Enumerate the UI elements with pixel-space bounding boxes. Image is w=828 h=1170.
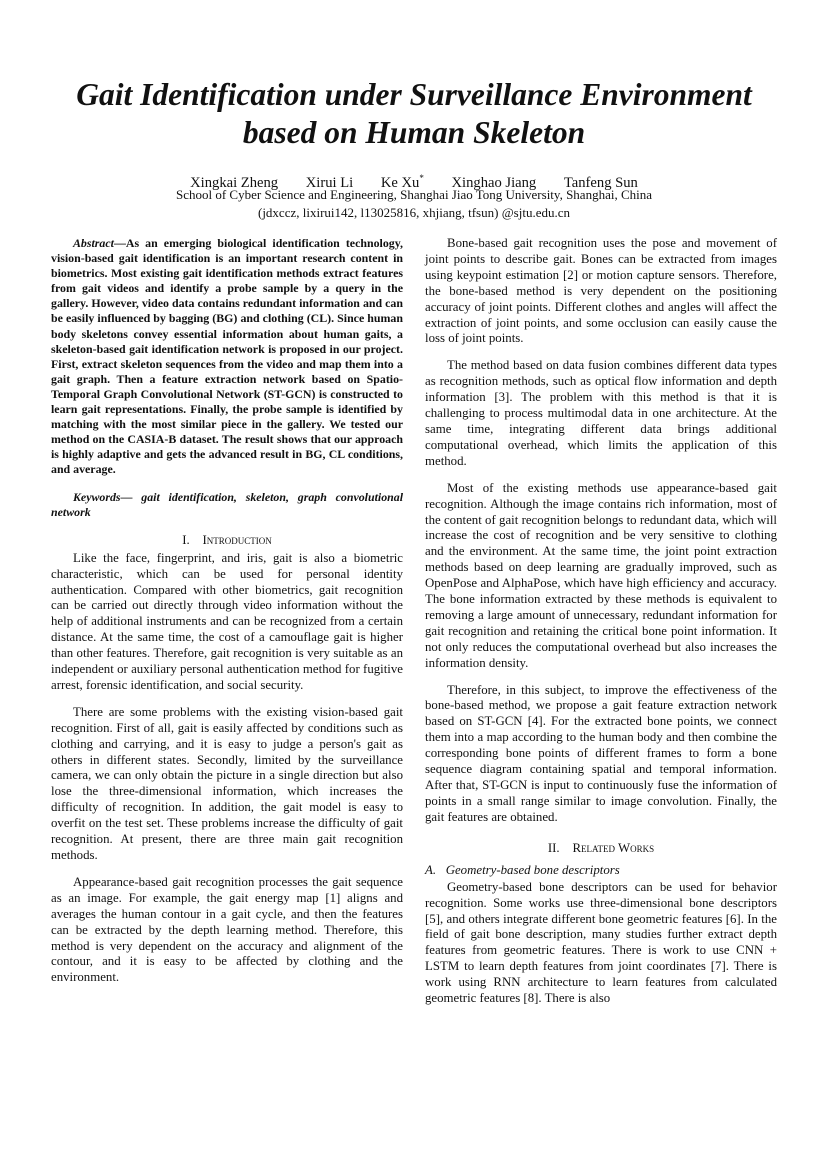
keywords-label: Keywords	[73, 489, 121, 504]
body-paragraph: Most of the existing methods use appearance-based gait recognition. Although the image contains rich information, most of the content of gait recognition belongs to redundant data, which will increase the cost of recognition and be very sensitive to clothing and the environment. At the same time, the joint point extraction methods based on deep learning are gradually improved, such as OpenPose and AlphaPose, which have high efficiency and accuracy. The bone information extracted by these methods is equivalent to removing a large amount of unnecessary, redundant information for gait recognition and retaining the critical bone point information. It not only reduces the computational overhead but also increases the information density.	[425, 480, 777, 670]
author-name: Tanfeng Sun	[563, 174, 638, 191]
section-heading-introduction	[51, 532, 403, 548]
affiliation: School of Cyber Science and Engineering, Shanghai Jiao Tong University, Shanghai, China	[175, 187, 653, 202]
body-paragraph: Geometry-based bone descriptors can be used for behavior recognition. Some works use three-dimensional bone descriptors [5], and others integrate different bone geometric features [6]. In the field of gait bone description, many studies further extract depth features from geometric features. There is work to use CNN + LSTM to learn depth features from joint coordinates [7]. There is work using RNN architecture to learn features from calculated geometric features [8]. There is also	[425, 879, 777, 1006]
right-column	[425, 236, 777, 1007]
section-title: Introduction	[202, 532, 272, 547]
author-name: Xirui Li	[305, 174, 354, 191]
title-line-2: based on Human Skeleton	[242, 115, 586, 150]
left-column	[51, 236, 403, 986]
keywords-text: — gait identification, skeleton, graph convolutional network	[51, 489, 403, 519]
abstract-text: —As an emerging biological identification technology, vision-based gait identification is an important research content in biometrics. Most existing gait identification methods extract features from gait videos and identify a probe sample by a query in the gallery. However, video data contains redundant information and can be easily influenced by bagging (BG) and clothing (CL). Since human body skeletons convey essential information about human gaits, a skeleton-based gait identification network is proposed in our project. First, extract skeleton sequences from the video and map them into a gait graph. Then a feature extraction network based on Spatio-Temporal Graph Convolutional Network (ST-GCN) is constructed to learn gait representations. Finally, the probe sample is identified by matching with the most similar piece in the gallery. We tested our method on the CASIA-B dataset. The result shows that our approach is highly adaptive and gets the advanced result in BG, CL conditions, and average.	[51, 236, 403, 477]
subsection-title: Geometry-based bone descriptors	[445, 862, 620, 877]
body-paragraph: There are some problems with the existing vision-based gait recognition. First of all, gait is easily affected by conditions such as clothing and carrying, and it is easy to judge a person's gait as others in different states. Secondly, limited by the surveillance camera, we can only obtain the picture in a single direction but also lose the three-dimensional information, which increases the difficulty of recognition. In addition, the gait model is easy to overfit on the test set. These problems increase the difficulty of gait recognition. At present, there are three main gait recognition methods.	[51, 704, 403, 862]
author-name: Xingkai Zheng	[190, 174, 279, 191]
body-paragraph: Bone-based gait recognition uses the pose and movement of joint points to describe gait. Bones can be extracted from images using keypoint estimation [2] or motion capture sensors. Therefore, the bone-based method is very dependent on the positioning accuracy of joint points. Different clothes and angles will affect the extraction of joint points, and some occlusion can easily cause the loss of joint points.	[425, 236, 777, 346]
author-emails: (jdxccz, lixirui142, l13025816, xhjiang, tfsun) @sjtu.edu.cn	[257, 205, 570, 220]
section-heading-related-works	[425, 840, 777, 856]
paper-title	[30, 76, 798, 152]
author-name-text: Ke Xu	[380, 174, 420, 191]
abstract	[51, 236, 403, 478]
corresponding-author-mark: *	[419, 173, 424, 183]
section-number: II.	[547, 840, 560, 855]
section-number: I.	[182, 532, 190, 547]
keywords	[51, 490, 403, 520]
abstract-label: Abstract	[73, 236, 114, 250]
body-paragraph: The method based on data fusion combines different data types as recognition methods, such as optical flow information and depth information [3]. The problem with this method is that it is challenging to process multimodal data in one architecture. At the same time, integrating different data brings additional computational overhead, which limits the application of this method.	[425, 358, 777, 468]
body-paragraph: Like the face, fingerprint, and iris, gait is also a biometric characteristic, which can be used for personal identity authentication. Compared with other biometrics, gait recognition can be carried out directly through video information without the help of additional instruments and can be recognized from a certain distance. At the same time, the cost of a camouflage gait is higher than other features. Therefore, gait recognition is very suitable as an independent or auxiliary personal authentication method for fugitive arrest, forensic identification, and social security.	[51, 550, 403, 692]
author-name: Xinghao Jiang	[451, 174, 537, 191]
body-paragraph: Appearance-based gait recognition processes the gait sequence as an image. For example, the gait energy map [1] aligns and averages the human contour in a gait cycle, and then the features can be extracted by the depth learning method. Therefore, this method is very dependent on the accuracy and alignment of the contour, and it is easy to be affected by clothing and the environment.	[51, 874, 403, 985]
subsection-number: A.	[425, 862, 437, 877]
title-line-1: Gait Identification under Surveillance Environment	[76, 77, 752, 112]
abstract-paragraph	[51, 236, 403, 478]
body-paragraph: Therefore, in this subject, to improve the effectiveness of the bone-based method, we propose a gait feature extraction network based on ST-GCN [4]. For the extracted bone points, we connect them into a map according to the human body and then combine the corresponding bone points of different frames to form a bone sequence diagram containing spatial and temporal information. After that, ST-GCN is input to continuously fuse the information of points in a small range similar to image convolution. Finally, the gait features are obtained.	[425, 682, 777, 824]
section-title: Related Works	[572, 840, 655, 855]
keywords-paragraph	[51, 490, 403, 520]
subsection-heading	[425, 862, 777, 878]
